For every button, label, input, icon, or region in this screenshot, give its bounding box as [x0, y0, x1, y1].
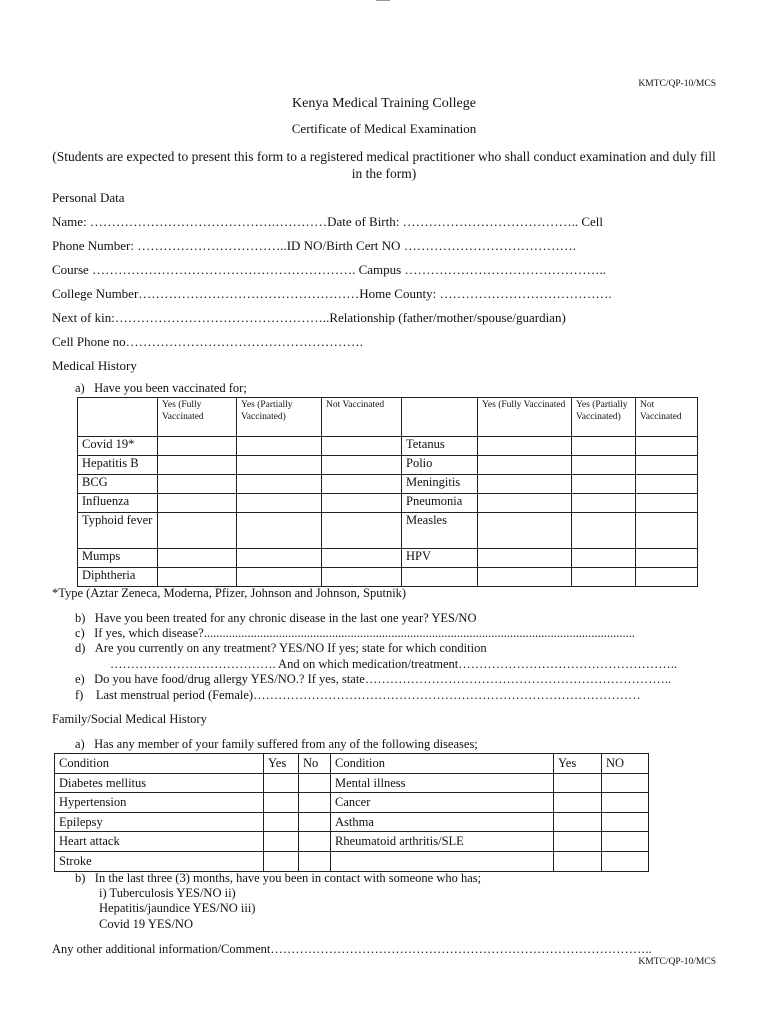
vacc-checkbox-cell[interactable] — [322, 475, 402, 494]
table-row — [78, 549, 698, 568]
vacc-checkbox-cell[interactable] — [636, 494, 698, 513]
family-checkbox-cell[interactable] — [299, 812, 331, 832]
vacc-header-cell — [78, 398, 158, 437]
vacc-checkbox-cell[interactable] — [322, 549, 402, 568]
family-history-table — [54, 753, 649, 872]
family-checkbox-cell[interactable] — [264, 832, 299, 852]
vacc-checkbox-cell[interactable] — [572, 494, 636, 513]
family-checkbox-cell[interactable] — [602, 851, 649, 871]
form-instruction: (Students are expected to present this form to a registered medical practitioner who shall conduct examination and duly fill in the form) — [52, 149, 716, 181]
family-checkbox-cell[interactable] — [264, 812, 299, 832]
additional-comment-line[interactable]: Any other additional information/Comment……………………………………………………………………………….. — [52, 942, 652, 956]
condition-name: Mental illness — [331, 773, 554, 793]
vaccine-type-note: *Type (Aztar Zeneca, Moderna, Pfizer, Johnson and Johnson, Sputnik) — [52, 586, 407, 600]
vacc-checkbox-cell[interactable] — [322, 437, 402, 456]
family-disease-question: a) Has any member of your family suffered from any of the following diseases; — [75, 737, 478, 751]
condition-name: Cancer — [331, 793, 554, 813]
personal-data-heading: Personal Data — [52, 190, 125, 205]
condition-name — [331, 851, 554, 871]
family-checkbox-cell[interactable] — [554, 773, 602, 793]
doc-code-bottom: KMTC/QP-10/MCS — [638, 957, 716, 967]
question-which-disease[interactable]: c) If yes, which disease?.......................................................................................................................................... — [75, 626, 636, 640]
vaccine-name: Tetanus — [402, 437, 478, 456]
vacc-checkbox-cell[interactable] — [322, 456, 402, 475]
vaccination-table — [77, 397, 698, 587]
vacc-checkbox-cell[interactable] — [572, 456, 636, 475]
vaccine-name: Hepatitis B — [78, 456, 158, 475]
table-row — [78, 437, 698, 456]
contact-tuberculosis[interactable]: i) Tuberculosis YES/NO ii) — [99, 886, 236, 900]
vacc-checkbox-cell[interactable] — [572, 475, 636, 494]
vaccine-name — [402, 568, 478, 587]
family-history-heading: Family/Social Medical History — [52, 712, 207, 726]
vacc-checkbox-cell[interactable] — [322, 513, 402, 549]
next-of-kin-line[interactable]: Next of kin:…………………………………………..Relationship (father/mother/spouse/guardian) — [52, 310, 566, 325]
vaccination-question: a) Have you been vaccinated for; — [75, 381, 247, 395]
question-menstrual-period[interactable]: f) Last menstrual period (Female)………………………………………………………………………………… — [75, 688, 641, 702]
question-chronic-disease[interactable]: b) Have you been treated for any chronic disease in the last one year? YES/NO — [75, 611, 477, 625]
vacc-checkbox-cell[interactable] — [478, 513, 572, 549]
vaccine-name: Influenza — [78, 494, 158, 513]
vacc-checkbox-cell[interactable] — [158, 494, 237, 513]
condition-name: Heart attack — [55, 832, 264, 852]
vaccine-name: Typhoid fever — [78, 513, 158, 549]
family-header-row — [55, 754, 649, 774]
family-checkbox-cell[interactable] — [602, 773, 649, 793]
vacc-checkbox-cell[interactable] — [572, 549, 636, 568]
contact-question: b) In the last three (3) months, have you been in contact with someone who has; — [75, 871, 482, 885]
table-row — [55, 773, 649, 793]
table-row — [78, 475, 698, 494]
condition-name: Hypertension — [55, 793, 264, 813]
condition-name: Asthma — [331, 812, 554, 832]
table-row — [55, 793, 649, 813]
vacc-checkbox-cell[interactable] — [237, 549, 322, 568]
condition-name: Diabetes mellitus — [55, 773, 264, 793]
vacc-header-cell: Yes (Fully Vaccinated — [158, 398, 237, 437]
vacc-checkbox-cell[interactable] — [158, 475, 237, 494]
vacc-checkbox-cell[interactable] — [158, 568, 237, 587]
college-county-line[interactable]: College Number……………………………………………Home County: …………………………………. — [52, 286, 612, 301]
vacc-checkbox-cell[interactable] — [237, 437, 322, 456]
vacc-header-cell — [402, 398, 478, 437]
family-checkbox-cell[interactable] — [299, 773, 331, 793]
vaccine-name: Measles — [402, 513, 478, 549]
course-campus-line[interactable]: Course ……………………………………………………. Campus ……………………………………….. — [52, 262, 606, 277]
vacc-checkbox-cell[interactable] — [636, 568, 698, 587]
family-header-cell: Yes — [264, 754, 299, 774]
family-checkbox-cell[interactable] — [554, 812, 602, 832]
vacc-checkbox-cell[interactable] — [636, 475, 698, 494]
vaccine-name: BCG — [78, 475, 158, 494]
vacc-checkbox-cell[interactable] — [478, 456, 572, 475]
family-checkbox-cell[interactable] — [602, 793, 649, 813]
vacc-header-cell: Not Vaccinated — [322, 398, 402, 437]
family-checkbox-cell[interactable] — [299, 793, 331, 813]
family-checkbox-cell[interactable] — [554, 832, 602, 852]
form-subtitle: Certificate of Medical Examination — [291, 121, 477, 136]
vacc-checkbox-cell[interactable] — [237, 494, 322, 513]
cell-phone-line[interactable]: Cell Phone no………………………………………………. — [52, 334, 363, 349]
name-dob-line[interactable]: Name: …………………………………….…………Date of Birth: ………………………………….. Cell — [52, 214, 604, 229]
vacc-checkbox-cell[interactable] — [322, 494, 402, 513]
family-checkbox-cell[interactable] — [602, 812, 649, 832]
table-row — [78, 456, 698, 475]
vacc-checkbox-cell[interactable] — [158, 437, 237, 456]
vacc-checkbox-cell[interactable] — [478, 437, 572, 456]
vacc-checkbox-cell[interactable] — [478, 475, 572, 494]
table-row — [55, 851, 649, 871]
vacc-checkbox-cell[interactable] — [478, 549, 572, 568]
vacc-header-cell: Yes (Partially Vaccinated) — [572, 398, 636, 437]
vacc-checkbox-cell[interactable] — [158, 513, 237, 549]
vacc-checkbox-cell[interactable] — [572, 437, 636, 456]
vacc-checkbox-cell[interactable] — [478, 494, 572, 513]
question-treatment-detail[interactable]: …………………………………. And on which medication/treatment…………………………………………….. — [110, 657, 677, 671]
form-title: Kenya Medical Training College — [292, 96, 476, 111]
question-allergy[interactable]: e) Do you have food/drug allergy YES/NO.? If yes, state……………………………………………………………….. — [75, 672, 672, 686]
doc-code-top: KMTC/QP-10/MCS — [638, 79, 716, 89]
vacc-checkbox-cell[interactable] — [237, 475, 322, 494]
vacc-header-cell: Yes (Partially Vaccinated) — [237, 398, 322, 437]
medical-history-heading: Medical History — [52, 358, 137, 373]
vacc-checkbox-cell[interactable] — [237, 568, 322, 587]
family-header-cell: Yes — [554, 754, 602, 774]
vaccine-name: HPV — [402, 549, 478, 568]
family-header-cell: Condition — [331, 754, 554, 774]
vacc-checkbox-cell[interactable] — [636, 456, 698, 475]
vacc-header-cell: Not Vaccinated — [636, 398, 698, 437]
question-current-treatment[interactable]: d) Are you currently on any treatment? YES/NO If yes; state for which condition — [75, 641, 487, 655]
vacc-checkbox-cell[interactable] — [636, 437, 698, 456]
vaccine-name: Covid 19* — [78, 437, 158, 456]
family-header-cell: No — [299, 754, 331, 774]
vaccination-header-row — [78, 398, 698, 437]
table-row — [78, 494, 698, 513]
vacc-checkbox-cell[interactable] — [572, 568, 636, 587]
vacc-checkbox-cell[interactable] — [572, 513, 636, 549]
family-checkbox-cell[interactable] — [264, 793, 299, 813]
vacc-checkbox-cell[interactable] — [636, 549, 698, 568]
table-row — [55, 832, 649, 852]
condition-name: Epilepsy — [55, 812, 264, 832]
table-row — [78, 568, 698, 587]
vacc-checkbox-cell[interactable] — [158, 549, 237, 568]
vaccine-name: Meningitis — [402, 475, 478, 494]
family-header-cell: NO — [602, 754, 649, 774]
vacc-checkbox-cell[interactable] — [237, 513, 322, 549]
vacc-checkbox-cell[interactable] — [158, 456, 237, 475]
family-checkbox-cell[interactable] — [554, 793, 602, 813]
vacc-checkbox-cell[interactable] — [237, 456, 322, 475]
vacc-header-cell: Yes (Fully Vaccinated — [478, 398, 572, 437]
family-checkbox-cell[interactable] — [299, 851, 331, 871]
table-row — [78, 513, 698, 549]
contact-hepatitis[interactable]: Hepatitis/jaundice YES/NO iii) — [99, 901, 256, 915]
vaccine-name: Polio — [402, 456, 478, 475]
vacc-checkbox-cell[interactable] — [322, 568, 402, 587]
contact-covid[interactable]: Covid 19 YES/NO — [99, 917, 193, 931]
table-row — [55, 812, 649, 832]
vaccine-name: Mumps — [78, 549, 158, 568]
family-checkbox-cell[interactable] — [264, 773, 299, 793]
top-mark — [376, 0, 390, 1]
vacc-checkbox-cell[interactable] — [636, 513, 698, 549]
vaccine-name: Diphtheria — [78, 568, 158, 587]
family-checkbox-cell[interactable] — [554, 851, 602, 871]
family-checkbox-cell[interactable] — [602, 832, 649, 852]
vacc-checkbox-cell[interactable] — [478, 568, 572, 587]
vaccine-name: Pneumonia — [402, 494, 478, 513]
condition-name: Stroke — [55, 851, 264, 871]
family-checkbox-cell[interactable] — [299, 832, 331, 852]
phone-id-line[interactable]: Phone Number: ……………………………..ID NO/Birth Cert NO …………………………………. — [52, 238, 576, 253]
family-header-cell: Condition — [55, 754, 264, 774]
family-checkbox-cell[interactable] — [264, 851, 299, 871]
condition-name: Rheumatoid arthritis/SLE — [331, 832, 554, 852]
